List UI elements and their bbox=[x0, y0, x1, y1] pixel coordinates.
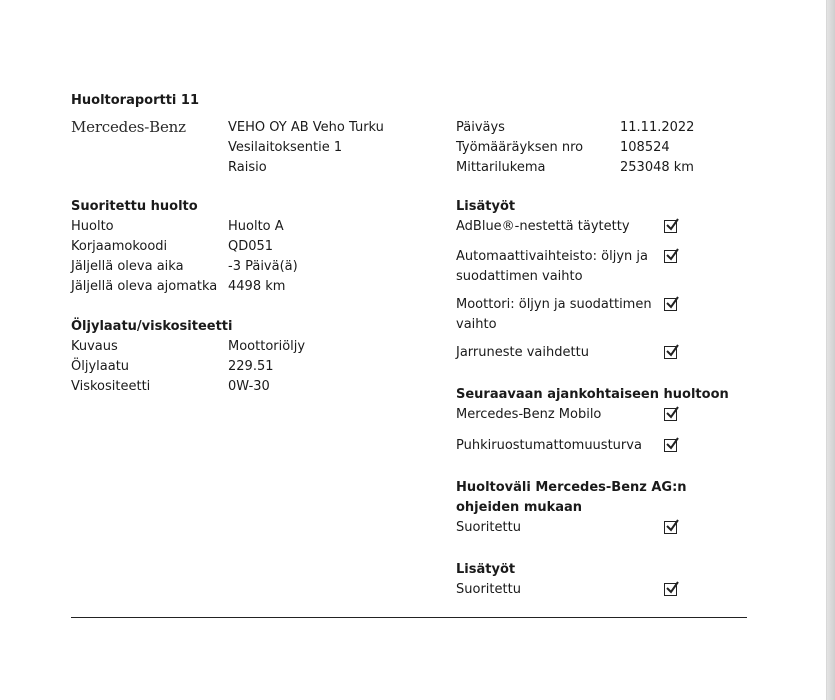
meta-label-odometer: Mittarilukema bbox=[456, 160, 546, 175]
footer-divider bbox=[71, 617, 747, 618]
check-label: Moottori: öljyn ja suodattimen vaihto bbox=[456, 297, 652, 332]
checkbox-checked-icon bbox=[664, 298, 677, 311]
oil-heading: Öljylaatu/viskositeetti bbox=[71, 319, 233, 334]
check-row-adblue bbox=[456, 217, 686, 237]
check-row-engine bbox=[456, 295, 686, 335]
interval-section bbox=[456, 478, 756, 538]
service-heading: Suoritettu huolto bbox=[71, 199, 198, 214]
meta-value-order: 108524 bbox=[620, 140, 670, 155]
checkbox-checked-icon bbox=[664, 220, 677, 233]
meta-label-order: Työmääräyksen nro bbox=[456, 140, 584, 155]
check-label: Mercedes-Benz Mobilo bbox=[456, 407, 602, 422]
check-row-mobilo bbox=[456, 405, 686, 425]
service-label: Huolto bbox=[71, 219, 114, 234]
remaining-time-value: -3 Päivä(ä) bbox=[228, 259, 298, 274]
extra-work-2-section bbox=[456, 560, 756, 600]
next-service-section bbox=[456, 385, 756, 456]
page-edge bbox=[826, 0, 835, 700]
extra-work-2-heading: Lisätyöt bbox=[456, 562, 516, 577]
extra-work-section bbox=[456, 197, 756, 363]
dealer-name: VEHO OY AB Veho Turku bbox=[228, 120, 384, 135]
brand-logo-text: Mercedes-Benz bbox=[71, 118, 186, 136]
report-title: Huoltoraportti 11 bbox=[71, 93, 200, 108]
meta-value-odometer: 253048 km bbox=[620, 160, 694, 175]
check-row-extra-done bbox=[456, 580, 686, 600]
workshop-code-value: QD051 bbox=[228, 239, 274, 254]
check-label: Automaattivaihteisto: öljyn ja suodattimen vaihto bbox=[456, 249, 648, 284]
dealer-address bbox=[228, 118, 384, 178]
checkbox-checked-icon bbox=[664, 250, 677, 263]
oil-quality-label: Öljylaatu bbox=[71, 359, 130, 374]
oil-description-label: Kuvaus bbox=[71, 339, 118, 354]
check-label: Suoritettu bbox=[456, 582, 521, 597]
checkbox-checked-icon bbox=[664, 521, 677, 534]
check-row-interval-done bbox=[456, 518, 686, 538]
dealer-city: Raisio bbox=[228, 160, 267, 175]
oil-section bbox=[71, 317, 305, 397]
remaining-time-label: Jäljellä oleva aika bbox=[71, 259, 184, 274]
check-label: Puhkiruostumattomuusturva bbox=[456, 438, 642, 453]
oil-quality-value: 229.51 bbox=[228, 359, 274, 374]
checkbox-checked-icon bbox=[664, 439, 677, 452]
dealer-street: Vesilaitoksentie 1 bbox=[228, 140, 343, 155]
check-row-gearbox bbox=[456, 247, 686, 287]
meta-label-date: Päiväys bbox=[456, 120, 505, 135]
viscosity-label: Viskositeetti bbox=[71, 379, 151, 394]
remaining-distance-value: 4498 km bbox=[228, 279, 286, 294]
check-row-rust-warranty bbox=[456, 436, 686, 456]
report-meta bbox=[456, 118, 694, 178]
checkbox-checked-icon bbox=[664, 408, 677, 421]
checkbox-checked-icon bbox=[664, 583, 677, 596]
check-row-brake-fluid bbox=[456, 343, 686, 363]
service-section bbox=[71, 197, 298, 297]
check-label: AdBlue®-nestettä täytetty bbox=[456, 219, 630, 234]
next-service-heading: Seuraavaan ajankohtaiseen huoltoon bbox=[456, 387, 729, 402]
check-label: Jarruneste vaihdettu bbox=[456, 345, 589, 360]
service-value: Huolto A bbox=[228, 219, 284, 234]
service-details bbox=[71, 217, 298, 297]
check-label: Suoritettu bbox=[456, 520, 521, 535]
checkbox-checked-icon bbox=[664, 346, 677, 359]
viscosity-value: 0W-30 bbox=[228, 379, 270, 394]
oil-details bbox=[71, 337, 305, 397]
interval-heading: Huoltoväli Mercedes-Benz AG:n ohjeiden mukaan bbox=[456, 480, 687, 515]
workshop-code-label: Korjaamokoodi bbox=[71, 239, 168, 254]
oil-description-value: Moottoriöljy bbox=[228, 339, 306, 354]
remaining-distance-label: Jäljellä oleva ajomatka bbox=[71, 279, 218, 294]
extra-work-heading: Lisätyöt bbox=[456, 199, 516, 214]
meta-value-date: 11.11.2022 bbox=[620, 120, 695, 135]
